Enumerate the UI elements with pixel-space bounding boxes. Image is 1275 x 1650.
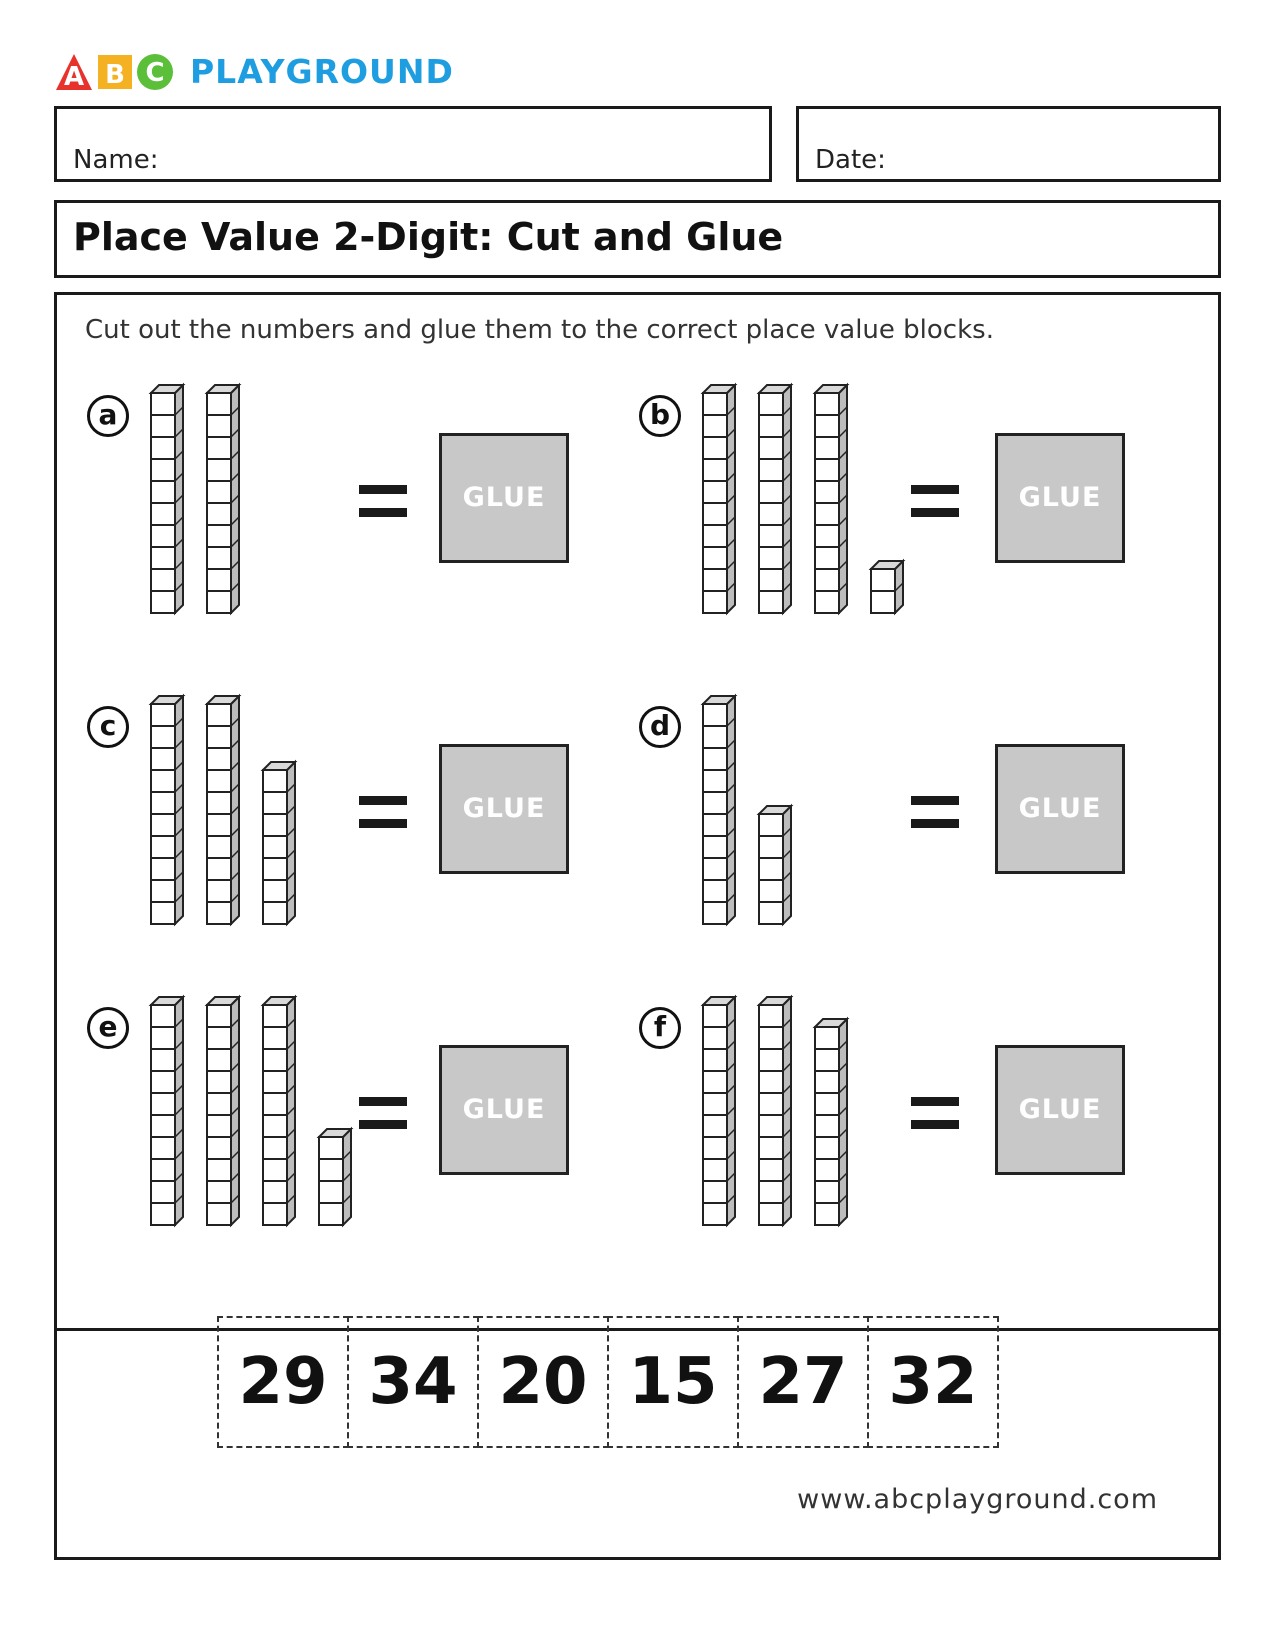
ten-rod: [151, 385, 183, 613]
problem-letter: b: [639, 395, 681, 437]
problem-letter: c: [87, 706, 129, 748]
problem-letter: f: [639, 1007, 681, 1049]
instructions: Cut out the numbers and glue them to the correct place value blocks.: [85, 315, 994, 345]
problem-f: [639, 1007, 1179, 1267]
cutout-number[interactable]: 29: [217, 1316, 349, 1448]
date-label: Date:: [815, 145, 886, 175]
ten-rod: [815, 385, 847, 613]
ten-rod: [207, 696, 239, 924]
abc-logo-icon: [54, 52, 186, 92]
glue-box[interactable]: GLUE: [439, 744, 569, 874]
svg-text:A: A: [63, 62, 85, 92]
glue-box[interactable]: GLUE: [439, 433, 569, 563]
ten-rod: [703, 696, 735, 924]
cutout-number[interactable]: 32: [867, 1316, 999, 1448]
name-label: Name:: [73, 145, 159, 175]
ten-rod: [207, 997, 239, 1225]
ten-rod: [151, 696, 183, 924]
cutout-number[interactable]: 20: [477, 1316, 609, 1448]
cutout-number[interactable]: 15: [607, 1316, 739, 1448]
ones-column: [759, 806, 791, 924]
abc-playground-logo: [54, 52, 454, 92]
equals-sign: [359, 796, 407, 828]
svg-text:B: B: [105, 60, 125, 90]
ten-rod: [703, 385, 735, 613]
svg-text:C: C: [145, 58, 165, 88]
glue-box[interactable]: GLUE: [995, 1045, 1125, 1175]
brand-name: PLAYGROUND: [190, 52, 454, 91]
problem-letter: e: [87, 1007, 129, 1049]
ten-rod: [263, 997, 295, 1225]
name-field[interactable]: [54, 106, 772, 182]
equals-sign: [911, 485, 959, 517]
ones-column: [319, 1129, 351, 1225]
website-url[interactable]: www.abcplayground.com: [797, 1484, 1158, 1515]
glue-box[interactable]: GLUE: [995, 433, 1125, 563]
ten-rod: [759, 997, 791, 1225]
ones-column: [263, 762, 295, 924]
ten-rod: [207, 385, 239, 613]
problem-b: [639, 395, 1179, 655]
worksheet-body: [54, 292, 1221, 1560]
equals-sign: [359, 1097, 407, 1129]
glue-box[interactable]: GLUE: [439, 1045, 569, 1175]
equals-sign: [911, 1097, 959, 1129]
cutout-number[interactable]: 27: [737, 1316, 869, 1448]
date-field[interactable]: [796, 106, 1221, 182]
problem-c: [87, 706, 627, 966]
problem-d: [639, 706, 1179, 966]
problem-a: [87, 395, 627, 655]
ones-column: [871, 561, 903, 613]
cutout-numbers-row: [219, 1316, 999, 1448]
cutout-number[interactable]: 34: [347, 1316, 479, 1448]
equals-sign: [911, 796, 959, 828]
problem-e: [87, 1007, 627, 1267]
ones-column: [815, 1019, 847, 1225]
title-box: [54, 200, 1221, 278]
ten-rod: [151, 997, 183, 1225]
problem-letter: a: [87, 395, 129, 437]
worksheet-title: Place Value 2-Digit: Cut and Glue: [73, 215, 784, 259]
equals-sign: [359, 485, 407, 517]
ten-rod: [703, 997, 735, 1225]
problem-letter: d: [639, 706, 681, 748]
glue-box[interactable]: GLUE: [995, 744, 1125, 874]
ten-rod: [759, 385, 791, 613]
